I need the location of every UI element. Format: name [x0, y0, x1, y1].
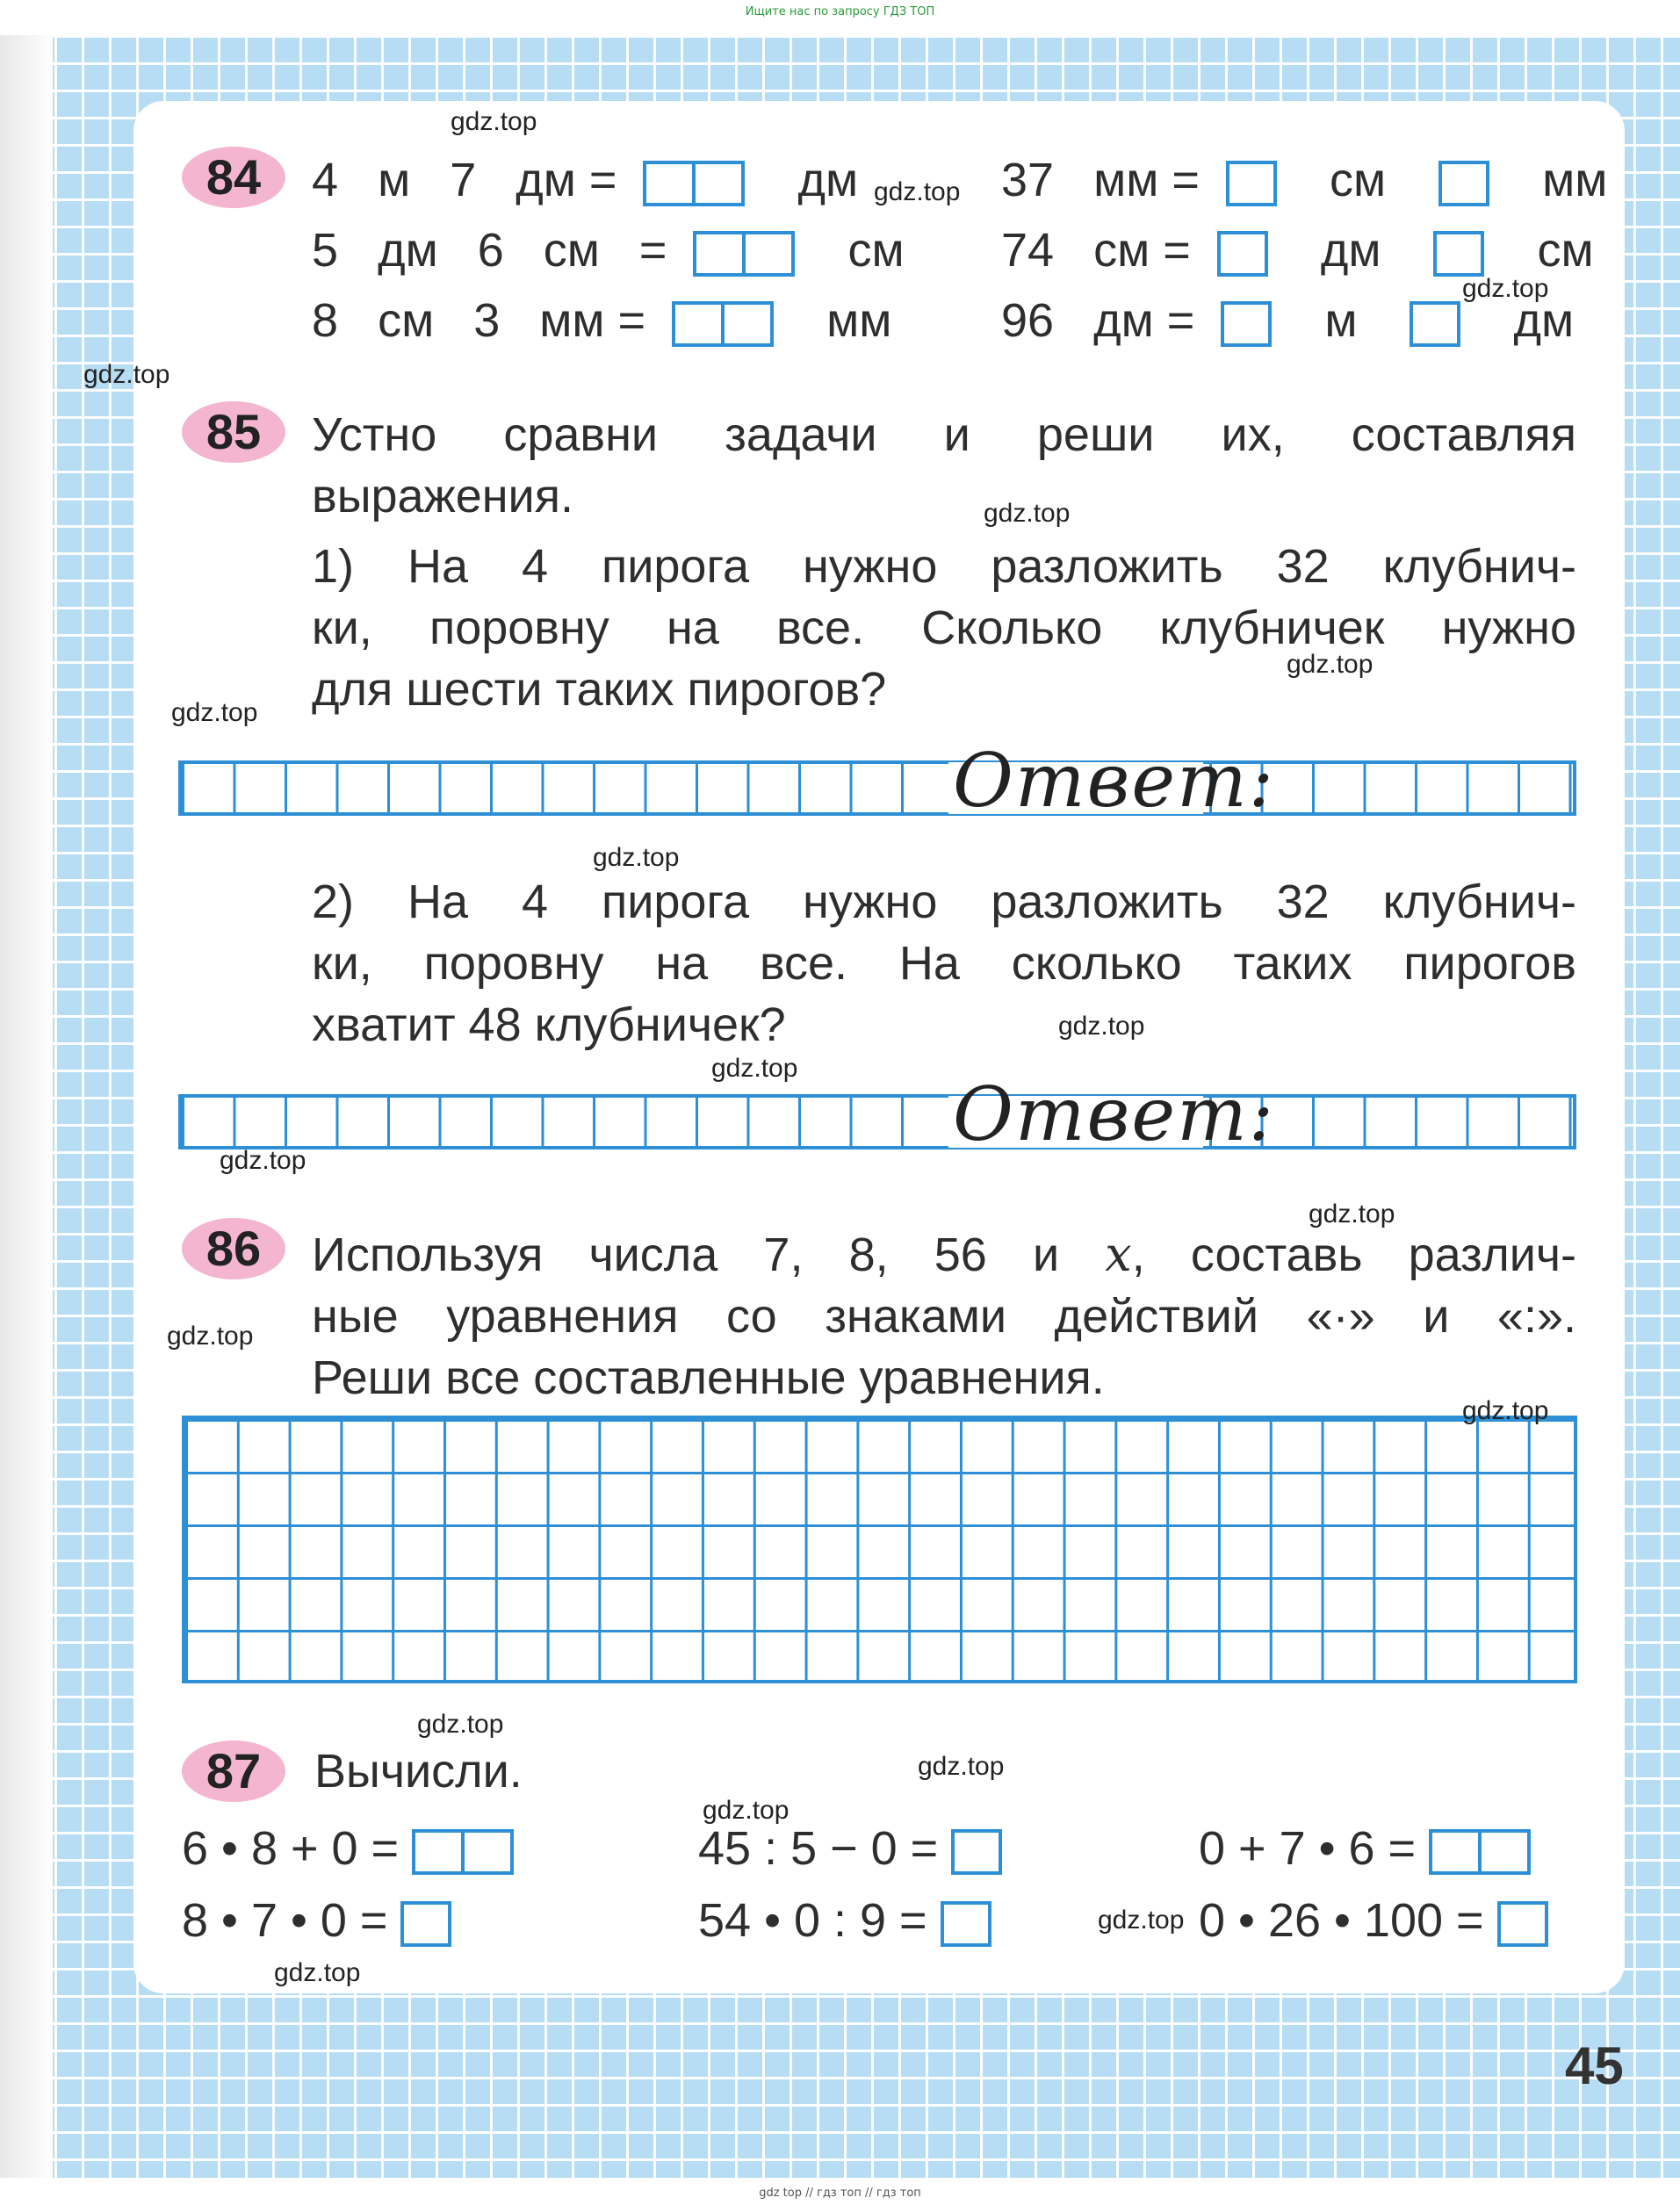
answer-box-double[interactable] [412, 1829, 514, 1875]
watermark: gdz.top [274, 1958, 361, 1987]
answer-box-double[interactable] [643, 161, 745, 206]
ex87-expression: 6 • 8 + 0 = [182, 1825, 514, 1875]
watermark: gdz.top [220, 1146, 306, 1175]
ex85-task-1: 1) На 4 пирога нужно разложить 32 клубнич- ки, поровну на все. Сколько клубничек нужно для шести таких пирогов? [312, 540, 1576, 716]
ex85-task-2: 2) На 4 пирога нужно разложить 32 клубнич- ки, поровну на все. На сколько таких пирогов хватит 48 клубничек? [312, 876, 1576, 1051]
page-binding-shadow [0, 0, 53, 2205]
ex87-expression: 54 • 0 : 9 = [698, 1897, 991, 1947]
answer-box[interactable] [1438, 161, 1489, 206]
ex84-row-1-right: 37 мм = см мм [1001, 154, 1608, 206]
exercise-84-number: 84 [182, 147, 285, 208]
watermark: gdz.top [417, 1710, 504, 1739]
page-number: 45 [1565, 2036, 1624, 2095]
watermark: gdz.top [167, 1322, 254, 1351]
watermark: gdz.top [1058, 1012, 1145, 1041]
answer-box-double[interactable] [672, 301, 774, 347]
answer-box[interactable] [1221, 301, 1272, 347]
exercise-85-number: 85 [182, 401, 285, 463]
ex84-row-3-left: 8 см 3 мм = мм [312, 294, 892, 347]
ex84-row-1-left: 4 м 7 дм = дм [312, 154, 859, 206]
watermark: gdz.top [451, 107, 537, 136]
ex86-text: Используя числа 7, 8, 56 и x, составь различ- ные уравнения со знаками действий «·» и «:». Реши все составленные уравнения. [312, 1227, 1576, 1404]
answer-box[interactable] [1226, 161, 1277, 206]
answer-box[interactable] [400, 1901, 451, 1947]
watermark: gdz.top [593, 843, 680, 872]
watermark: gdz.top [1462, 1396, 1549, 1425]
answer-box[interactable] [1217, 231, 1268, 277]
watermark: gdz.top [711, 1054, 798, 1083]
answer-grid[interactable] [182, 1416, 1577, 1683]
ex85-intro: Устно сравни задачи и реши их, составляя выражения. [312, 408, 1576, 522]
watermark: gdz.top [1287, 650, 1374, 679]
exercise-86-number: 86 [182, 1218, 285, 1279]
header-note: Ищите нас по запросу ГДЗ ТОП [745, 5, 935, 18]
answer-box[interactable] [941, 1901, 991, 1947]
watermark: gdz.top [171, 698, 258, 727]
ex84-row-2-right: 74 см = дм см [1001, 224, 1594, 277]
ex87-expression: 0 + 7 • 6 = [1199, 1825, 1531, 1875]
watermark: gdz.top [83, 360, 170, 389]
ex87-title: Вычисли. [314, 1745, 523, 1798]
ex84-row-3-right: 96 дм = м дм [1001, 294, 1575, 347]
answer-strip-2[interactable] [178, 1094, 1576, 1149]
ex87-expression: 0 • 26 • 100 = [1199, 1897, 1548, 1947]
answer-box[interactable] [1497, 1901, 1548, 1947]
answer-strip-1[interactable] [178, 760, 1576, 816]
ex87-expression: 8 • 7 • 0 = [182, 1897, 451, 1947]
watermark: gdz.top [1309, 1200, 1395, 1229]
watermark: gdz.top [984, 499, 1071, 528]
answer-box[interactable] [951, 1829, 1002, 1875]
exercise-87-number: 87 [182, 1740, 285, 1802]
answer-label-1: Ответ: [953, 738, 1276, 824]
watermark: gdz.top [918, 1752, 1005, 1781]
watermark: gdz.top [703, 1796, 790, 1825]
answer-label-2: Ответ: [953, 1071, 1276, 1157]
watermark: gdz.top [1462, 274, 1549, 303]
watermark: gdz.top [1098, 1906, 1185, 1935]
answer-box[interactable] [1433, 231, 1484, 277]
watermark: gdz.top [874, 177, 961, 206]
ex84-row-2-left: 5 дм 6 см = см [312, 224, 905, 277]
footer-note: gdz top // гдз топ // гдз топ [759, 2187, 921, 2200]
answer-box-double[interactable] [693, 231, 795, 277]
ex87-expression: 45 : 5 − 0 = [698, 1825, 1002, 1875]
answer-box[interactable] [1410, 301, 1460, 347]
answer-box-double[interactable] [1429, 1829, 1531, 1875]
